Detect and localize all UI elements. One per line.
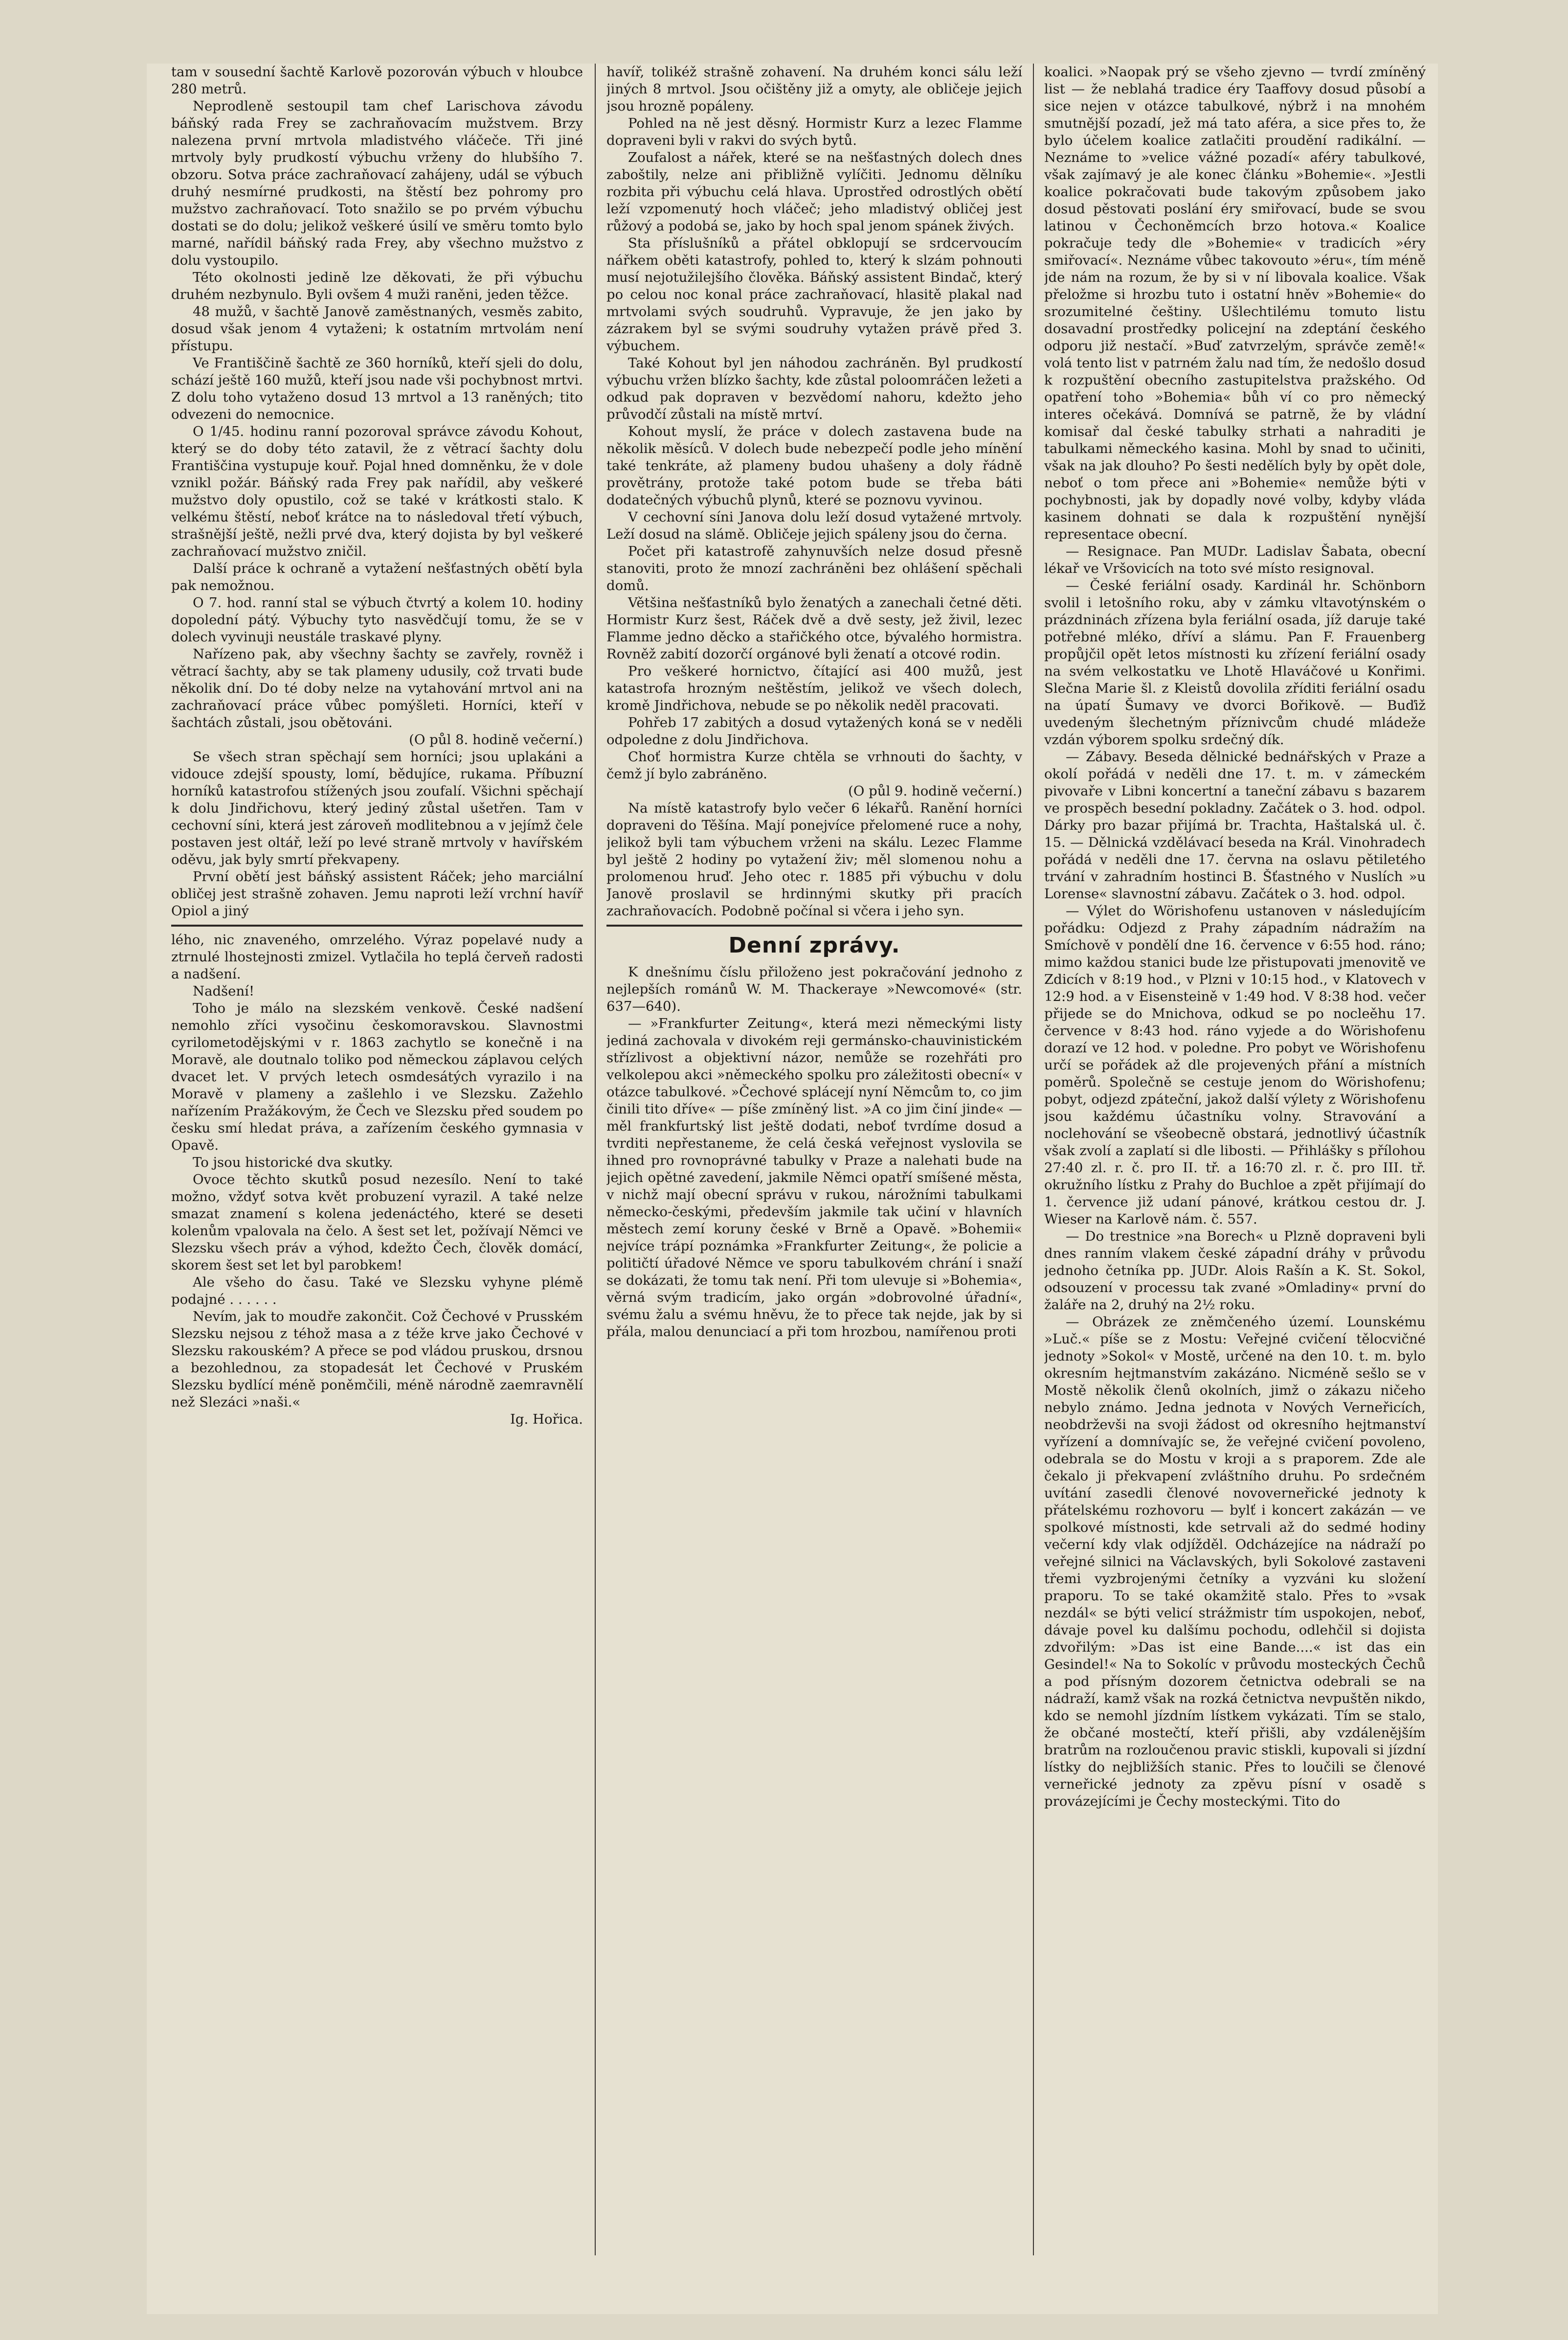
paragraph: Neprodleně sestoupil tam chef Larischova závodu báňský rada Frey se zachraňovacím mužstvem. Brzy nalezena první mrtvola mladistvého vláčeče. Tři jiné mrtvoly byly prudkostí výbuchu vrženy do hlubšího 7. obzoru. Sotva práce zachraňovací zahájeny, udál se výbuch druhý nesmírné prudkosti, na štěstí bez pohromy pro mužstvo zachraňovací. Toto snažilo se po prvém výbuchu dostati se do dolu; jelikož veškeré úsilí ve směru tomto bylo marné, nařídil báňský rada Frey, aby všechno mužstvo z dolu vystoupilo.	[171, 98, 583, 268]
paragraph: Nadšení!	[193, 983, 255, 999]
column-middle	[606, 64, 1022, 2255]
paragraph: Choť hormistra Kurze chtěla se vrhnouti do šachty, v čemž jí bylo zabráněno.	[606, 749, 1022, 782]
paragraph: O 1/45. hodinu ranní pozoroval správce závodu Kohout, který se do doby této zatavil, že z větrací šachty dolu Františčina vystupuje kouř. Pojal hned domněnku, že v dole vznikl požár. Báňský rada Frey pak nařídil, aby veškeré mužstvo doly opustilo, což se také v krátkosti stalo. K velkému štěstí, neboť krátce na to následoval třetí výbuch, strašnější ještě, nežli prvé dva, který dojista by byl veškeré zachraňovací mužstvo zničil.	[171, 424, 583, 559]
paragraph: Počet při katastrofě zahynuvších nelze dosud přesně stanoviti, proto že mnozí zachráněni bez ohlášení spěchali domů.	[606, 544, 1022, 593]
paragraph: 48 mužů, v šachtě Janově zaměstnaných, vesměs zabito, dosud však jenom 4 vytaženi; k ostatním mrtvolám není přístupu.	[171, 304, 583, 354]
column-divider	[595, 64, 596, 2255]
column-divider	[1033, 64, 1034, 2255]
time-stamp: (O půl 8. hodině večerní.)	[409, 732, 583, 748]
section-divider	[171, 925, 583, 927]
paragraph: Kohout myslí, že práce v dolech zastavena bude na několik měsíců. V dolech bude nebezpečí podle jeho mínění také tenkráte, až plameny budou uhašeny a doly řádně provětrány, protože také potom bude se třeba báti dodatečných výbuchů plynů, které se poznovu vyvinou.	[606, 424, 1022, 508]
news-item: — Zábavy. Beseda dělnické bednářských v Praze a okolí pořádá v neděli dne 17. t. m. v zámeckém pivovaře v Libni koncertní a taneční zábavu s bazarem ve prospěch besední pokladny. Začátek o 3. hod. odpol. Dárky pro bazar přijímá br. Trachta, Haštalská ul. č. 15. — Dělnická vzdělávací beseda na Král. Vinohradech pořádá v neděli dne 17. června na oslavu pětiletého trvání v zahradním hostinci B. Šťastného v Nuslích »u Lorense« slavnostní zábavu. Začátek o 3. hod. odpol.	[1044, 749, 1426, 902]
newspaper-page	[147, 64, 1438, 2314]
paragraph: Pohled na ně jest děsný. Hormistr Kurz a lezec Flamme dopraveni byli v rakvi do svých bytů.	[606, 115, 1022, 148]
paragraph: koalici. »Naopak prý se všeho zjevno — tvrdí zmíněný list — že neblahá tradice éry Taaffovy dosud působí a sice nejen v otázce tabulkové, nýbrž i na mnohém smutnější pozadí, jež má tato aféra, a sice přes to, že bylo účelem koalice zatlačiti proudění radikální. — Neznáme to »velice vážné pozadí« aféry tabulkové, však zajímavý je ale konec článku »Bohemie«. »Jestli koalice pokračovati bude takovým způsobem jako dosud pěstovati poslání éry smiřovací, bude se svou latinou v Čechoněmcích brzo hotova.« Koalice pokračuje tedy dle »Bohemie« v tradicích »éry smiřovací«. Neznáme vůbec takovouto »éru«, tím méně jde nám na rozum, že by si v ní libovala koalice. Však přeložme si hrozbu tuto i ostatní hněv »Bohemie« do srozumitelné češtiny. Ušlechtilému tomuto listu dosavadní prostředky policejní na zdeptání českého odporu již nestačí. »Buď zatvrzelým, správče země!« volá tento list v patrném žalu nad tím, že nedošlo dosud k rozpuštění obecního zastupitelstva pražského. Od opatření toho »Bohemia« bůh ví co pro německý interes očekává. Domnívá se patrně, že by vládní komisař dal české tabulky strhati a nahraditi je tabulkami německého kasina. Mohl by snad to učiniti, však na jak dlouho? Po šesti nedělích byly by opět dole, neboť o tom přece ani »Bohemie« nemůže býti v pochybnosti, jak by dopadly nové volby, kdyby vláda kasinem dohnati se dala k rozpuštění nynější representace obecní.	[1044, 64, 1426, 542]
paragraph: Další práce k ochraně a vytažení nešťastných obětí byla pak nemožnou.	[171, 561, 583, 593]
column-left	[171, 64, 583, 2255]
paragraph: To jsou historické dva skutky.	[193, 1155, 393, 1170]
section-heading: Denní zprávy.	[728, 933, 900, 958]
paragraph: Toho je málo na slezském venkově. České nadšení nemohlo zříci vysočinu českomoravskou. Slavnostmi cyrilometodějskými v r. 1863 zachytlo se konečně i na Moravě, ale doutnalo toliko pod německou záplavou celých dvacet let. V prvých letech osmdesátých vyrazilo i na Moravě v plameny a zašlehlo i ve Slezsku. Zažehlo nařízením Pražákovým, že Čech ve Slezsku před soudem po česku smí hledat práva, a zařízením českého gymnasia v Opavě.	[171, 1000, 583, 1153]
author-signature: Ig. Hořica.	[510, 1411, 583, 1427]
news-item: — Resignace. Pan MUDr. Ladislav Šabata, obecní lékař ve Vršovicích na toto své místo resignoval.	[1044, 544, 1426, 576]
paragraph: Ale všeho do času. Také ve Slezsku vyhyne plémě podajné . . . . . .	[171, 1274, 583, 1307]
paragraph: Také Kohout byl jen náhodou zachráněn. Byl prudkostí výbuchu vržen blízko šachty, kde zůstal polo​omráčen ležeti a odkud pak dopraven v bezvědomí nahoru, kdežto jeho průvodčí zůstali na místě mrtví.	[606, 355, 1022, 422]
paragraph: tam v sousední šachtě Karlově pozorován výbuch v hloubce 280 metrů.	[171, 64, 583, 97]
paragraph: Sta příslušníků a přátel obklopují se srdcervoucím nářkem oběti katastrofy, pohled to, který k slzám pohnouti musí nejotužilejšího člověka. Báňský assistent Bindač, který po celou noc konal práce zachraňovací, hlasitě plakal nad mrtvolami svých soudruhů. Vypravuje, že jen jako by zázrakem byl se svými soudruhy vytažen právě před 3. výbuchem.	[606, 235, 1022, 354]
column-right	[1044, 64, 1426, 2255]
paragraph: Většina nešťastníků bylo ženatých a zanechali četné děti. Hormistr Kurz šest, Ráček dvě a dvě sesty, jež živil, lezec Flamme jedno děcko a stařičkého otce, bývalého hormistra. Rovněž zabití dozorčí orgánové byli ženatí a otcové rodin.	[606, 595, 1022, 662]
paragraph: Nařízeno pak, aby všechny šachty se zavřely, rovněž i větrací šachty, aby se tak plameny udusily, což trvati bude několik dní. Do té doby nelze na vytahování mrtvol ani na zachraňovací práce vůbec pomýšleti. Horníci, kteří v šachtách zůstali, jsou obětováni.	[171, 646, 583, 730]
news-item: — Výlet do Wörishofenu ustanoven v následujícím pořádku: Odjezd z Prahy západním nádražím na Smíchově v pondělí dne 16. července v 6:55 hod. ráno; mimo každou stanici bude lze přistupovati jmenovitě ve Zdicích v 8:19 hod., v Plzni v 10:15 hod., v Klatovech v 12:9 hod. a v Eisensteině v 1:49 hod. V 8:38 hod. večer přijede se do Mnichova, odkud se po nocleěhu 17. července v 8:43 hod. ráno vyjede a do Wörishofenu dorazí ve 12 hod. v poledne. Pro pobyt ve Wörishofenu určí se pořádek až dle projevených přání a místních poměrů. Společně se cestuje jenom do Wörishofenu; pobyt, odjezd zpáteční, jakož další výlety z Wörishofenu jsou každému účastníku volny. Stravování a noclehování se všeobecně obstará, jednotlivý účastník však zvolí a zaplatí si dle libosti. — Přihlášky s přílohou 27:40 zl. r. č. pro II. tř. a 16:70 zl. r. č. pro III. tř. okružního lístku z Prahy do Buchloe a zpět přijímají do 1. července již udaní pánové, krátkou cestou dr. J. Wieser na Karlově nám. č. 557.	[1044, 903, 1426, 1227]
paragraph: Ovoce těchto skutků posud nezesílo. Není to také možno, vždyť sotva květ probuzení vyrazil. A také nelze smazat znamení s kolena jedenáctého, které se deseti kolenům vpalovala na čelo. A šest set let, požívají Němci ve Slezsku všech práv a výhod, kdežto Čech, člověk domácí, skorem šest set let byl parobkem!	[171, 1172, 583, 1273]
paragraph: První obětí jest báňský assistent Ráček; jeho marciální obličej jest strašně zohaven. Jemu naproti leží vrchní havíř Opiol a jiný	[171, 869, 583, 919]
paragraph: O 7. hod. ranní stal se výbuch čtvrtý a kolem 10. hodiny dopolední pátý. Výbuchy tyto nasvědčují tomu, že se v dolech vyvinuji neustále traskavé plyny.	[171, 595, 583, 645]
paragraph: Se všech stran spěchají sem horníci; jsou uplakáni a vidouce zdejší spousty, lomí, bědujíce, rukama. Příbuzní horníků katastrofou stížených jsou zoufalí. Všichni spěchají k dolu Jindřichovu, který jediný zůstal ušetřen. Tam v cechovní síni, která jest zároveň modlitebnou a v jejímž čele postaven jest oltář, leží po levé straně mrtvoly v havířském oděvu, jak byly smrtí překvapeny.	[171, 749, 583, 867]
paragraph: V cechovní síni Janova dolu leží dosud vytažené mrtvoly. Leží dosud na slámě. Obličeje jejich spáleny jsou do černa.	[606, 509, 1022, 542]
paragraph: Ve Františčině šachtě ze 360 horníků, kteří sjeli do dolu, schází ještě 160 mužů, kteří jsou nade vši pochybnost mrtvi. Z dolu toho vytaženo dosud 13 mrtvol a 13 raněných; tito odvezeni do nemocnice.	[171, 355, 583, 422]
section-divider	[606, 925, 1022, 927]
paragraph: lého, nic znaveného, omrzelého. Výraz popelavé nudy a ztrnulé lhostejnosti zmizel. Vytlačila ho teplá červeň radosti a nadšení.	[171, 932, 583, 982]
paragraph: havíř, tolikéž strašně zohavení. Na druhém konci sálu leží jiných 8 mrtvol. Jsou očištěny již a omyty, ale obličeje jejich jsou hrozně popáleny.	[606, 64, 1022, 114]
time-stamp: (O půl 9. hodině večerní.)	[848, 783, 1022, 799]
paragraph: Na místě katastrofy bylo večer 6 lékařů. Ranění horníci dopraveni do Těšína. Mají ponejvíce přelomené ruce a nohy, jelikož byli tam výbuchem vrženi na skálu. Lezec Flamme byl ještě 2 hodiny po vytažení živ; měl slomenou nohu a prolomenou hruď. Jeho otec r. 1885 při výbuchu v dolu Janově proslavil se hrdinnými skutky při pracích zachraňovacích. Podobně počínal si včera i jeho syn.	[606, 800, 1022, 919]
paragraph: K dnešnímu číslu přiloženo jest pokračování jednoho z nejlepších románů W. M. Thackeraye »Newcomové« (str. 637—640).	[606, 964, 1022, 1014]
news-item: — Do trestnice »na Borech« u Plzně dopraveni byli dnes ranním vlakem české západní dráhy v průvodu jednoho četníka pp. JUDr. Alois Rašín a K. St. Sokol, odsouzení v processu tak zvané »Omladiny« první do žaláře na 2, druhý na 2½ roku.	[1044, 1228, 1426, 1313]
paragraph: Pro veškeré hornictvo, čítající asi 400 mužů, jest katastrofa hrozným neštěstím, jelikož ve všech dolech, kromě Jindřichova, nebude se po několik neděl pracovati.	[606, 663, 1022, 713]
news-item: — České feriální osady. Kardinál hr. Schönborn svolil i letošního roku, aby v zámku vltavotýnském o prázdninách zřízena byla feriální osada, jíž daruje také potřebné mléko, dříví a slámu. Pan F. Frauenberg propůjčil opět letos místnosti ku zřízení feriální osady na svém velkostatku ve Lhotě Hlaváčové u Konřimi. Slečna Marie šl. z Kleistů dovolila zříditi feriální osadu na úpatí Šumavy ve dvorci Bořikově. — Buďiž uvedeným šlechetným příznivcům chudé mládeže vzdán výborem spolku srdečný dík.	[1044, 578, 1426, 748]
paragraph: Zoufalost a nářek, které se na nešťastných dolech dnes zaboštily, nelze ani přibližně vylíčiti. Jednomu dělníku rozbita při výbuchu celá hlava. Upr​ostřed odrostlých obětí leží vzpomenutý hoch vláčeč; jeho mladistvý obličej jest růžový a podobá se, jako by hoch spal jenom spánek živých.	[606, 150, 1022, 234]
paragraph: Nevím, jak to moudře zakončit. Což Čechové v Prusském Slezsku nejsou z téhož masa a z téže krve jako Čechové v Slezsku rakouském? A přece se pod vládou pruskou, drsnou a bezohlednou, za stopadesát let Čechové v Pruském Slezsku bydlící méně poněmčili, méně národně zaemravnělí než Slezáci »naši.«	[171, 1309, 583, 1410]
news-item: — Obrázek ze zněmčeného území. Lounskému »Luč.« píše se z Mostu: Veřejné cvičení tělocvičné jednoty »Sokol« v Mostě, určené na den 10. t. m. bylo okresním hejtmanstvím zakázáno. Nicméně sešlo se v Mostě několik členů okolních, jimž o zákazu ničeho nebylo známo. Jedna jednota v Nových Verneřicích, neobdrževši na svoji žádost od okresního hejtmanství vyřízení a domnívajíc se, že veřejné cvičení povoleno, odebrala se do Mostu v kroji a s praporem. Zde ale čekalo ji překvapení zvláštního druhu. Po srdečném uvítání zasedli členové novoverneřické jednoty k přátelskému rozhovoru — bylť i koncert zakázán — ve spolkové místnosti, kde setrvali až do sedmé hodiny večerní kdy vlak odjížděl. Odcházejíce na nádraží po veřejné silnici na Václavských, byli Sokolové zastaveni třemi vyzbrojenými četníky a vyzváni ku složení praporu. To se také okamžitě stalo. Přes to »vsak nezdál« se býti velicí strážmistr tím uspokojen, neboť, dávaje povel ku dalšímu pochodu, odlehčil si dojistа zdvořilým: »Das ist eine Bande....« ist das ein Gesindel!« Na to Sokolíc v průvodu mosteckých Čechů a pod přísným dozorem četnictva odebrali se na nádraží, kamž však na rozká četnictva nevpuštěn nikdo, kdo se nemohl jízdním lístkem vykázati. Tím se stalo, že občané mostečtí, kteří přišli, aby vzdálenějším bratrům na rozloučenou pravic stiskli, kupovali si jízdní lístky do nejbližších stanic. Přes to loučili se členové verneřické jednoty za zpěvu písní v osadě s provázejícími je Čechy mosteckými. Tito do	[1044, 1314, 1426, 1809]
paragraph: Této okolnosti jedině lze děkovati, že při výbuchu druhém nezbynulo. Byli ovšem 4 muži raněni, jeden těžce.	[171, 270, 583, 302]
paragraph: — »Frankfurter Zeitung«, která mezi německými listy jediná zachovala v divokém reji germánsko-chauvinistickém střízlivost a objektivní názor, nemůže se rozehřáti pro velkolepou akci »německého spolku pro záležitosti obecní« v otázce tabulkové. »Čechové splácejí nyní Němcům to, co jim činili tito dříve« — píše zmíněný list. »A co jim činí jinde« — měl frankfurtský list ještě dodati, neboť tvrdíme dosud a tvrditi nepřestaneme, že celá česká veřejnost vyslovila se ihned pro rovnoprávné tabulky v Praze a nalehati bude na jejich opětné zavedení, jakmile Němci opatří smíšené města, v nichž mají obecní správu v rukou, nárožními tabulkami německo-českými, především jakmile tak učiní v hlavních městech zemí koruny české v Brně a Opavě. »Bohemii« nejvíce trápí poznámka »Frankfurter Zeitung«, že policie a političtí úřadové Němce ve sporu tabulkovém chrání i snaží se dokázati, že tomu tak není. Při tom ulevuje si »Bohemia«, věrná svým tradicím, jako orgán »dobrovolné úřadní«, svému žalu a svému hněvu, že to přece tak nejde, jak by si přála, malou denunciací a při tom hrozbou, namířenou proti	[606, 1016, 1022, 1340]
paragraph: Pohřeb 17 zabitých a dosud vytažených koná se v neděli odpoledne z dolu Jindřichova.	[606, 715, 1022, 748]
